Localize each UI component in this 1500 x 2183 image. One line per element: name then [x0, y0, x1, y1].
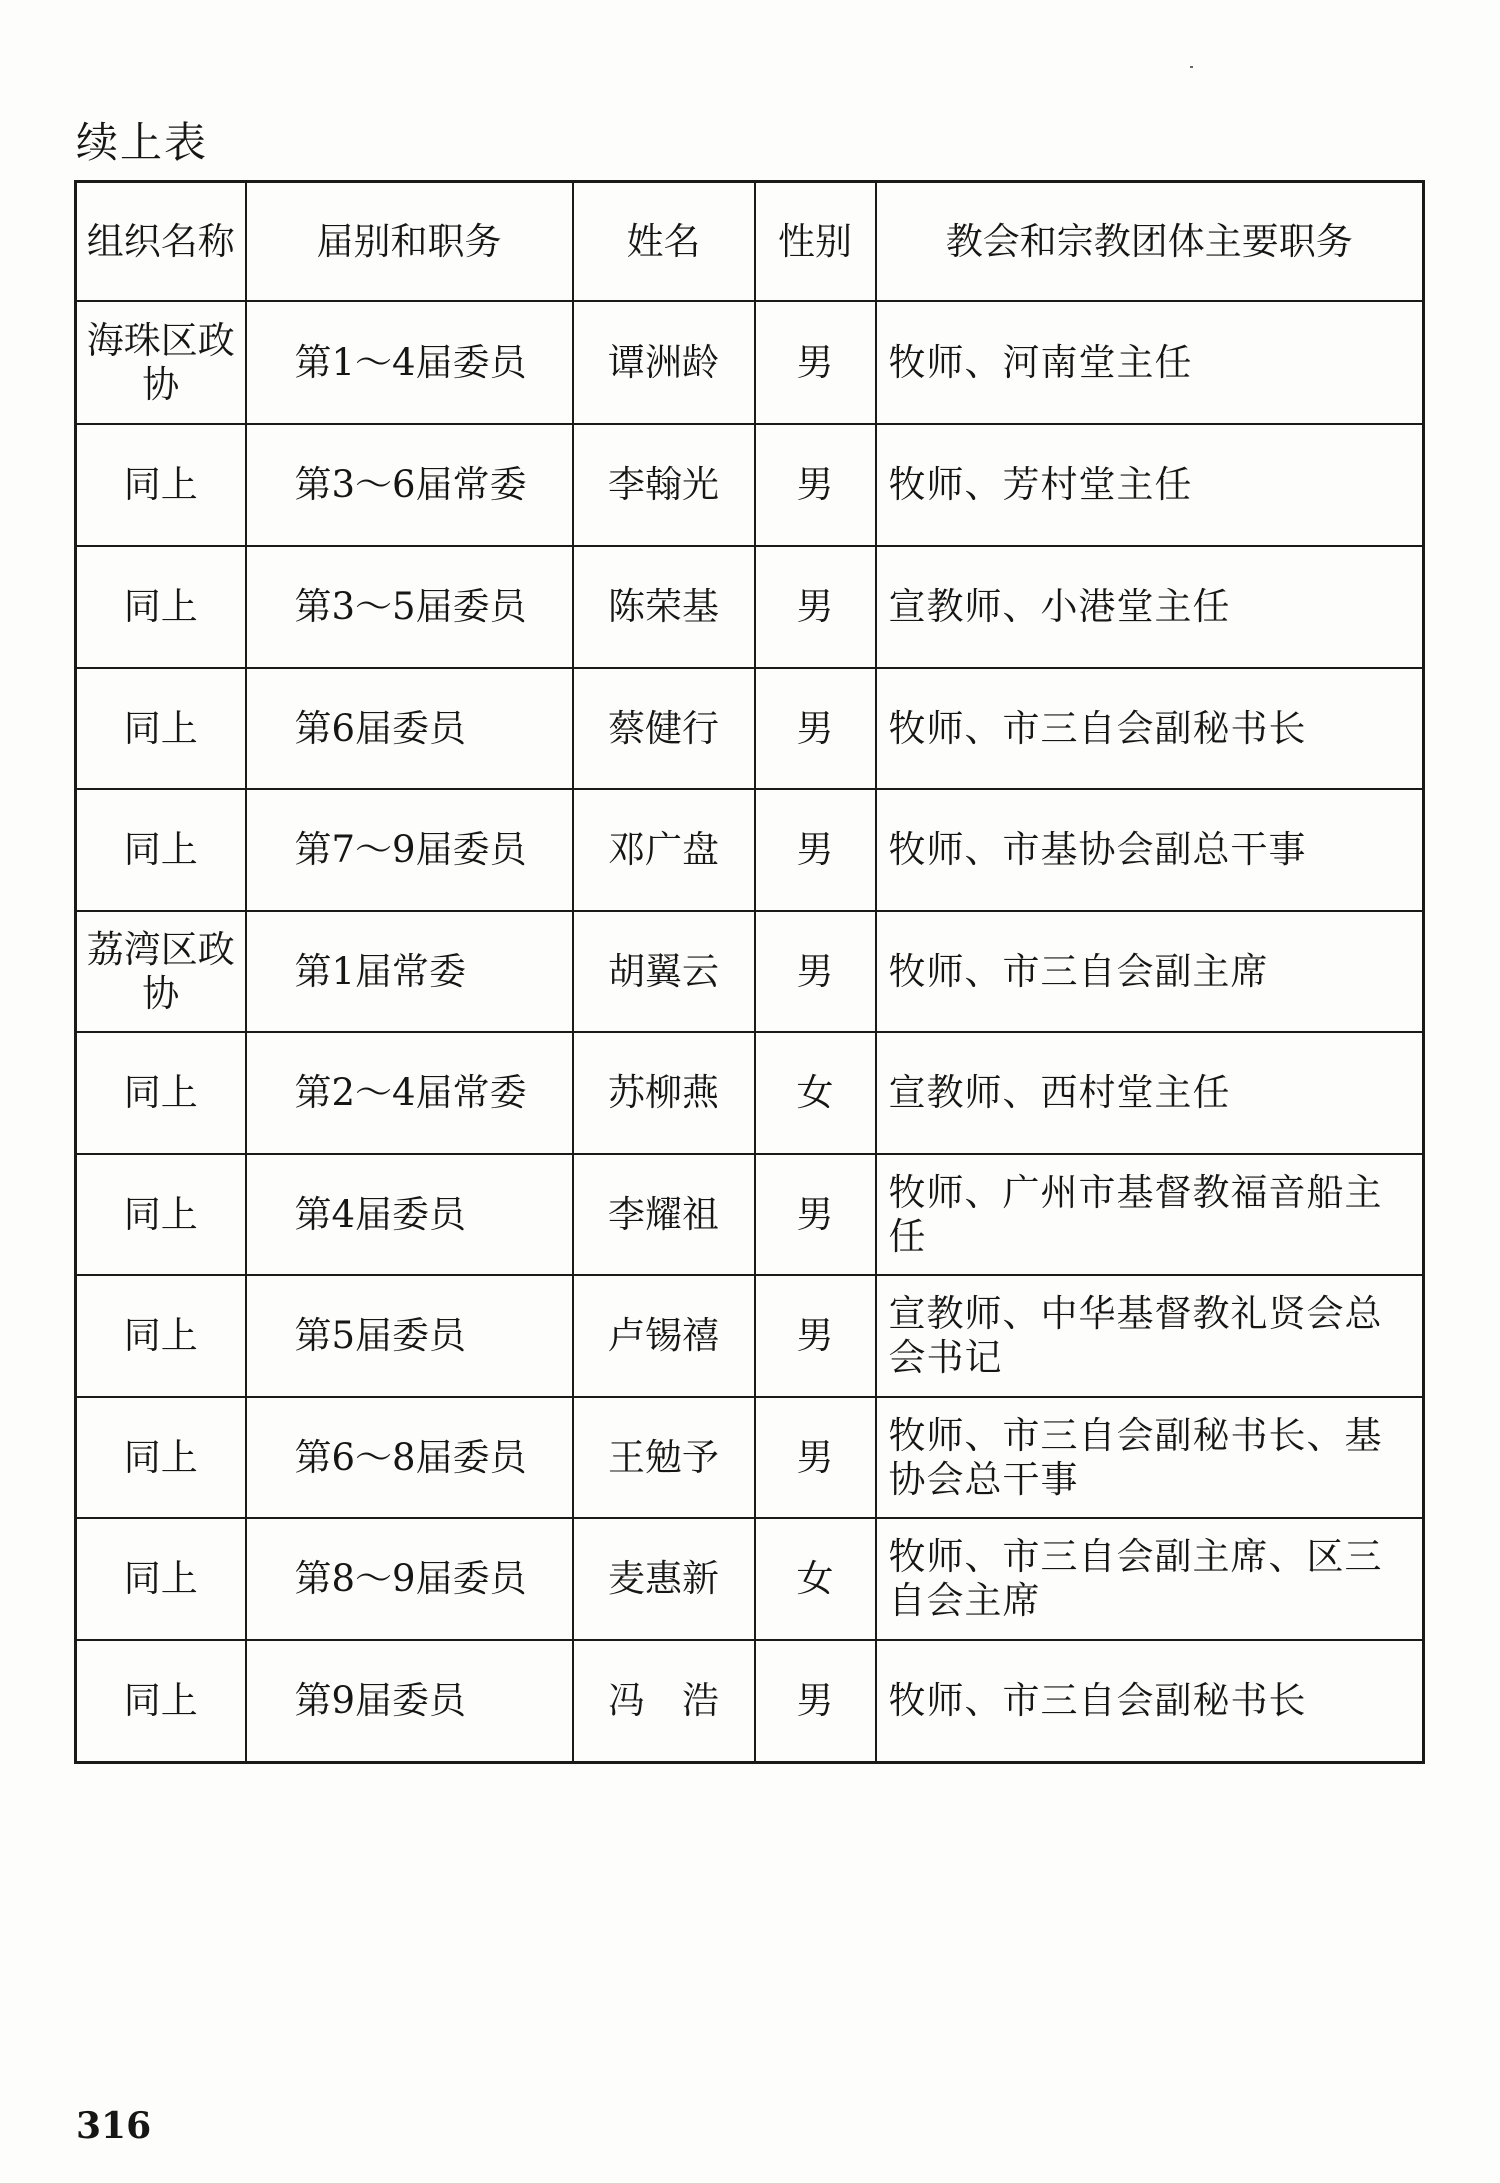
org-label: 同上 — [123, 1314, 198, 1357]
name-cell: 卢锡禧 — [573, 1275, 755, 1397]
role-cell: 宣教师、中华基督教礼贤会总会书记 — [876, 1275, 1424, 1397]
table-row — [76, 424, 1424, 546]
org-cell — [76, 1640, 246, 1762]
org-cell — [76, 424, 246, 546]
term-cell: 第8～9届委员 — [246, 1518, 573, 1640]
table-row — [76, 789, 1424, 911]
org-cell — [76, 668, 246, 789]
role-cell: 牧师、市三自会副秘书长 — [876, 668, 1424, 789]
header-name: 姓名 — [573, 182, 755, 302]
org-cell — [76, 789, 246, 911]
table-row — [76, 911, 1424, 1032]
name-cell: 冯 浩 — [573, 1640, 755, 1762]
role-cell: 牧师、市三自会副主席 — [876, 911, 1424, 1032]
term-cell: 第2～4届常委 — [246, 1032, 573, 1154]
name-cell: 李耀祖 — [573, 1154, 755, 1275]
header-org-label: 组织名称 — [86, 219, 235, 263]
org-label: 荔湾区政协 — [86, 927, 235, 1015]
gender-cell: 男 — [755, 1397, 876, 1518]
role-cell: 牧师、芳村堂主任 — [876, 424, 1424, 546]
term-cell: 第6届委员 — [246, 668, 573, 789]
term-cell: 第5届委员 — [246, 1275, 573, 1397]
gender-cell: 女 — [755, 1518, 876, 1640]
roster-body — [76, 182, 1424, 1763]
org-label: 同上 — [123, 1192, 198, 1236]
org-cell — [76, 1397, 246, 1518]
name-cell: 邓广盘 — [573, 789, 755, 911]
gender-cell: 男 — [755, 911, 876, 1032]
org-cell — [76, 546, 246, 668]
gender-cell: 男 — [755, 789, 876, 911]
role-cell: 牧师、市三自会副秘书长 — [876, 1640, 1424, 1762]
table-caption: 续上表 — [76, 118, 209, 167]
header-term: 届别和职务 — [246, 182, 573, 302]
header-org — [76, 182, 246, 302]
term-cell: 第6～8届委员 — [246, 1397, 573, 1518]
gender-cell: 男 — [755, 301, 876, 424]
header-role: 教会和宗教团体主要职务 — [876, 182, 1424, 302]
org-label: 同上 — [123, 1557, 198, 1600]
table-row — [76, 668, 1424, 789]
name-cell: 李翰光 — [573, 424, 755, 546]
table-row — [76, 1397, 1424, 1518]
org-cell — [76, 911, 246, 1032]
org-label: 海珠区政协 — [86, 318, 235, 406]
role-cell: 牧师、市三自会副秘书长、基协会总干事 — [876, 1397, 1424, 1518]
gender-cell: 男 — [755, 1640, 876, 1762]
org-label: 同上 — [123, 1071, 198, 1114]
org-cell — [76, 1032, 246, 1154]
term-cell: 第1～4届委员 — [246, 301, 573, 424]
term-cell: 第3～6届常委 — [246, 424, 573, 546]
table-row — [76, 301, 1424, 424]
scan-speck — [1190, 66, 1193, 68]
gender-cell: 男 — [755, 546, 876, 668]
gender-cell: 男 — [755, 1275, 876, 1397]
role-cell: 牧师、市三自会副主席、区三自会主席 — [876, 1518, 1424, 1640]
name-cell: 苏柳燕 — [573, 1032, 755, 1154]
org-cell — [76, 1154, 246, 1275]
org-label: 同上 — [123, 1678, 198, 1722]
name-cell: 王勉予 — [573, 1397, 755, 1518]
org-cell — [76, 1275, 246, 1397]
term-cell: 第9届委员 — [246, 1640, 573, 1762]
role-cell: 牧师、市基协会副总干事 — [876, 789, 1424, 911]
gender-cell: 男 — [755, 424, 876, 546]
table-row — [76, 1518, 1424, 1640]
table-row — [76, 1275, 1424, 1397]
gender-cell: 男 — [755, 668, 876, 789]
header-row — [76, 182, 1424, 302]
term-cell: 第7～9届委员 — [246, 789, 573, 911]
name-cell: 胡翼云 — [573, 911, 755, 1032]
table-row — [76, 1032, 1424, 1154]
org-label: 同上 — [123, 706, 198, 750]
role-cell: 牧师、河南堂主任 — [876, 301, 1424, 424]
org-label: 同上 — [123, 1435, 198, 1479]
gender-cell: 女 — [755, 1032, 876, 1154]
role-cell: 宣教师、西村堂主任 — [876, 1032, 1424, 1154]
term-cell: 第3～5届委员 — [246, 546, 573, 668]
gender-cell: 男 — [755, 1154, 876, 1275]
org-label: 同上 — [123, 463, 198, 506]
name-cell: 谭洲龄 — [573, 301, 755, 424]
term-cell: 第4届委员 — [246, 1154, 573, 1275]
roster-table — [74, 180, 1425, 1764]
term-cell: 第1届常委 — [246, 911, 573, 1032]
role-cell: 牧师、广州市基督教福音船主任 — [876, 1154, 1424, 1275]
org-cell — [76, 1518, 246, 1640]
name-cell: 蔡健行 — [573, 668, 755, 789]
name-cell: 陈荣基 — [573, 546, 755, 668]
table-row — [76, 1154, 1424, 1275]
table-container — [74, 180, 1425, 1764]
org-label: 同上 — [123, 585, 198, 628]
name-cell: 麦惠新 — [573, 1518, 755, 1640]
org-label: 同上 — [123, 828, 198, 871]
org-cell — [76, 301, 246, 424]
table-row — [76, 1640, 1424, 1762]
header-gender: 性别 — [755, 182, 876, 302]
table-row — [76, 546, 1424, 668]
role-cell: 宣教师、小港堂主任 — [876, 546, 1424, 668]
page-number: 316 — [76, 2105, 152, 2147]
